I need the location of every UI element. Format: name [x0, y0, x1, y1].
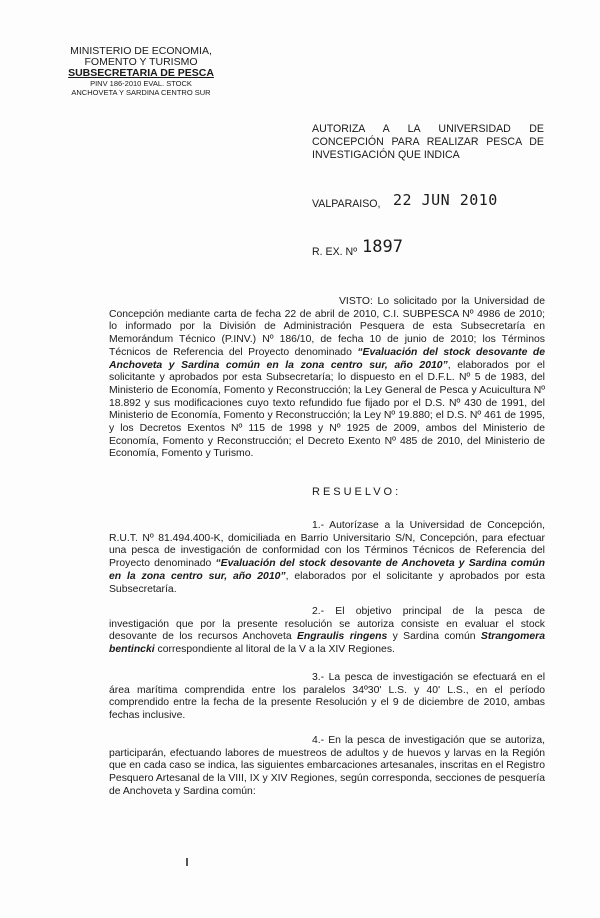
resolution-label: R. EX. Nº — [312, 246, 358, 258]
letterhead — [52, 46, 230, 97]
item-4-body: participarán, efectuando labores de muestreos de adultos y de huevos y larvas en la Región que en cada caso se indica, las siguientes embarcaciones artesanales, inscritas en el Registro Pesquero Artesanal de la VIII, IX y XIV Regiones, según corresponda, secciones de pesquería de Anchoveta y Sardina común: — [109, 747, 545, 797]
item-3 — [109, 672, 545, 723]
item-1-body: R.U.T. Nº 81.494.400-K, domiciliada en Barrio Universitario S/N, Concepción, para efectuar una pesca de investigación de conformidad con los Términos Técnicos de Referencia del Proyecto denominado — [109, 532, 545, 570]
item-2-body: investigación que por la presente resolución se autoriza consiste en evaluar el stock desovante de los recursos Anchoveta — [109, 618, 545, 643]
letterhead-file-ref-2: ANCHOVETA Y SARDINA CENTRO SUR — [71, 88, 211, 97]
item-1 — [109, 520, 545, 596]
scan-mark — [186, 858, 188, 866]
resuelvo-heading: RESUELVO: — [312, 486, 402, 498]
item-4-lead: 4.- En la pesca de investigación que se autoriza, — [312, 735, 545, 746]
visto-lead: VISTO: Lo solicitado por la Universidad de — [339, 296, 545, 307]
place-label: VALPARAISO, — [312, 198, 381, 210]
visto-body: Concepción mediante carta de fecha 22 de abril de 2010, C.I. SUBPESCA Nº 4986 de 2010; lo informado por la División de Administración Pesquera de esta Subsecretaría en Memorándum Técnico (P.INV.) Nº 186/10, de fecha 10 de junio de 2010; los Términos Técnicos de Referencia del Proyecto denominado — [109, 308, 545, 358]
species-sardina: Strangomera bentincki — [109, 631, 545, 656]
letterhead-subsecretaria: SUBSECRETARIA DE PESCA — [68, 67, 214, 79]
item-1-project-title: “Evaluación del stock desovante de Anchoveta y Sardina común en la zona centro sur, año 2010” — [109, 558, 545, 582]
visto-paragraph — [109, 296, 545, 461]
letterhead-ministry-sub: FOMENTO Y TURISMO — [84, 56, 198, 68]
date-stamp: 22 JUN 2010 — [393, 191, 498, 209]
visto-body-2: , elaborados por el solicitante y aprobados por esta Subsecretaría; lo dispuesto en el D.F.L. Nº 5 de 1983, del Ministerio de Economía, Fomento y Reconstrucción; la Ley General de Pesca y Acuicultura Nº 18.892 y sus modificaciones cuyo texto refundido fue fijado por el D.S. Nº 430 de 1991, del Ministerio de Economía, Fomento y Reconstrucción; la Ley Nº 19.880; el D.S. Nº 461 de 1995, y los Decretos Exentos Nº 115 de 1998 y Nº 1925 de 2009, ambos del Ministerio de Economía, Fomento y Reconstrucción; el Decreto Exento Nº 485 de 2010, del Ministerio de Economía, Fomento y Turismo. — [109, 359, 545, 460]
item-2-lead: 2.- El objetivo principal de la pesca de — [312, 606, 545, 617]
resolution-number: 1897 — [362, 237, 403, 257]
letterhead-ministry: MINISTERIO DE ECONOMIA, — [70, 45, 212, 57]
item-3-body: área marítima comprendida entre los paralelos 34º30' L.S. y 40' L.S., en el período comprendido entre la fecha de la presente Resolución y el 9 de diciembre de 2010, ambas fechas inclusive. — [109, 684, 545, 722]
letterhead-file-ref: PINV 186-2010 EVAL. STOCK — [90, 79, 192, 88]
item-2-body-2: y Sardina común — [387, 631, 481, 643]
item-4 — [109, 735, 545, 799]
item-1-lead: 1.- Autorízase a la Universidad de Concepción, — [312, 520, 545, 531]
item-3-lead: 3.- La pesca de investigación se efectuará en el — [312, 672, 545, 683]
project-title: “Evaluación del stock desovante de Anchoveta y Sardina común en la zona centro sur, año 2010” — [109, 346, 545, 371]
document-subject: AUTORIZA A LA UNIVERSIDAD DE CONCEPCIÓN PARA REALIZAR PESCA DE INVESTIGACIÓN QUE INDICA — [312, 123, 544, 161]
item-2-body-3: correspondiente al litoral de la V a la XIV Regiones. — [154, 644, 395, 656]
item-2 — [109, 606, 545, 657]
item-1-body-2: , elaborados por el solicitante y aprobados por esta Subsecretaría. — [109, 570, 545, 595]
species-anchoveta: Engraulis ringens — [296, 631, 388, 643]
